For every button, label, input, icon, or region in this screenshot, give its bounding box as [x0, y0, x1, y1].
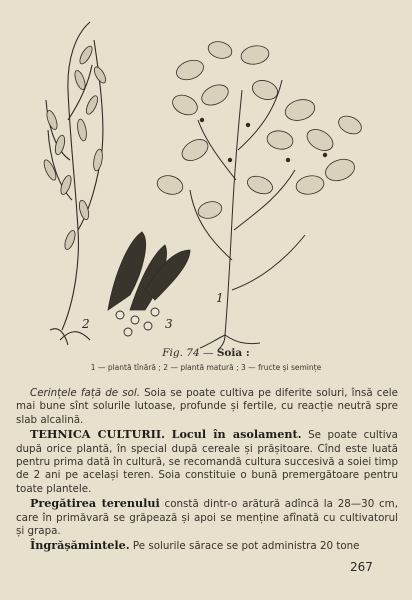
rotation-heading: Locul în asolament. [171, 427, 302, 442]
page-number: 267 [350, 560, 373, 574]
fertilizers-heading: Îngrășămintele. [30, 538, 130, 553]
soil-text: Soia se poate cultiva pe diferite soluri, însă cele mai bune sînt solurile lutoase, profunde și fertile, cu reacție neutră spre slab alcalină. [16, 387, 398, 426]
figure-legend: 1 — plantă tînără ; 2 — plantă matură ; 3 — fructe și semințe [90, 363, 322, 372]
paragraph-soil-preparation [16, 497, 398, 538]
marker-1: 1 [216, 291, 224, 305]
paragraph-fertilizers [16, 539, 398, 553]
rotation-text: Se poate cultiva după orice plantă, în special după cereale și prășitoare. Cînd este luată pentru prima dată în cultură, se recomandă cultura succesivă a soiei timp de 2 ani pe același teren. Soia constituie o bună premergătoare pentru toate plantele. [16, 429, 398, 495]
preparation-heading: Pregătirea terenului [30, 496, 160, 511]
preparation-text: constă dintr-o arătură adîncă la 28—30 cm, care în primăvară se grăpează și apoi se menține afînată cu cultivatorul și grapa. [16, 498, 398, 538]
body-text [16, 387, 398, 555]
figure-label: Fig. 74 [162, 347, 200, 359]
figure-name: Soia : [216, 347, 250, 359]
soybean-illustration [20, 10, 400, 350]
fertilizers-text: Pe solurile sărace se pot administra 20 tone [129, 540, 360, 553]
paragraph-soil [16, 387, 398, 427]
technique-heading: TEHNICA CULTURII. [30, 427, 166, 442]
figure-dash: — [202, 347, 214, 359]
marker-3: 3 [165, 317, 173, 331]
paragraph-crop-rotation [16, 428, 398, 496]
marker-2: 2 [82, 317, 90, 331]
figure-caption [0, 347, 412, 359]
soil-title: Cerințele față de sol. [30, 387, 141, 399]
